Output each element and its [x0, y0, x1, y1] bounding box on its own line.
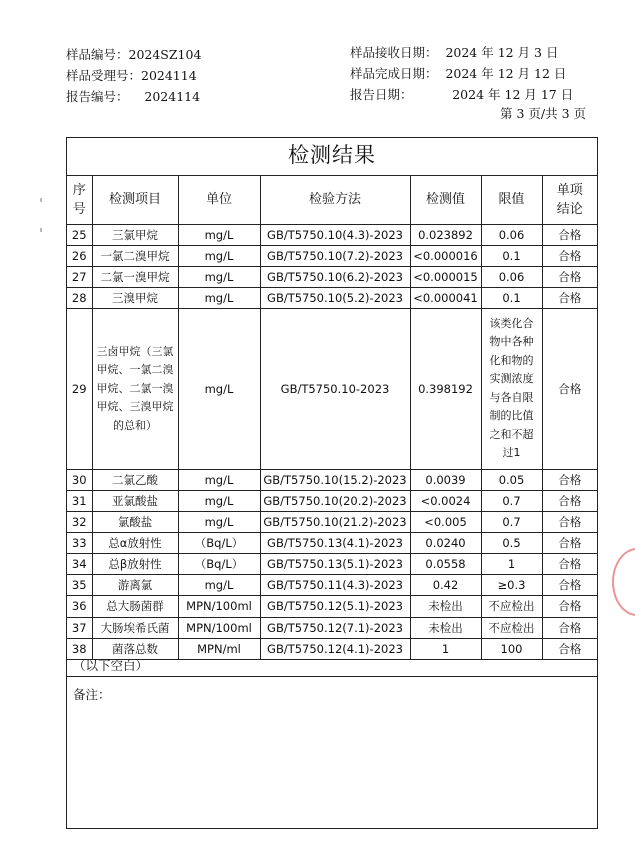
cell-no: 37	[67, 617, 92, 638]
table-row	[67, 490, 597, 511]
cell-result: 合格	[542, 490, 597, 511]
cell-unit: MPN/100ml	[178, 596, 260, 617]
cell-value: 0.398192	[410, 308, 481, 469]
cell-limit: 0.7	[481, 490, 542, 511]
cell-limit: 0.1	[481, 245, 542, 266]
cell-unit: mg/L	[178, 308, 260, 469]
cell-item: 总β放射性	[92, 554, 178, 575]
scan-mark	[40, 228, 42, 232]
cell-item: 总α放射性	[92, 533, 178, 554]
cell-no: 28	[67, 287, 92, 308]
col-header-limit: 限值	[481, 176, 542, 224]
cell-item: 菌落总数	[92, 638, 178, 659]
cell-value: 未检出	[410, 617, 481, 638]
cell-limit: 100	[481, 638, 542, 659]
cell-value: 0.42	[410, 575, 481, 596]
cell-unit: （Bq/L）	[178, 554, 260, 575]
cell-item: 总大肠菌群	[92, 596, 178, 617]
cell-no: 25	[67, 224, 92, 245]
receive-date: 样品接收日期： 2024 年 12 月 3 日	[350, 45, 559, 60]
acceptance-number: 样品受理号：2024114	[66, 68, 197, 83]
table-row	[67, 469, 597, 490]
table-row	[67, 617, 597, 638]
cell-method: GB/T5750.10(7.2)-2023	[260, 245, 410, 266]
cell-method: GB/T5750.10(4.3)-2023	[260, 224, 410, 245]
scan-mark	[40, 198, 42, 202]
cell-value: 未检出	[410, 596, 481, 617]
cell-result: 合格	[542, 596, 597, 617]
cell-result: 合格	[542, 512, 597, 533]
table-row	[67, 245, 597, 266]
cell-limit: 不应检出	[481, 617, 542, 638]
cell-method: GB/T5750.10(6.2)-2023	[260, 266, 410, 287]
cell-limit: 0.06	[481, 266, 542, 287]
report-date: 报告日期： 2024 年 12 月 17 日	[350, 87, 574, 102]
cell-result: 合格	[542, 224, 597, 245]
cell-value: 0.0039	[410, 469, 481, 490]
cell-limit: 0.05	[481, 469, 542, 490]
results-grid	[67, 176, 597, 660]
cell-item: 二氯乙酸	[92, 469, 178, 490]
cell-limit: 1	[481, 554, 542, 575]
table-title: 检测结果	[67, 138, 597, 176]
cell-result: 合格	[542, 245, 597, 266]
cell-item: 二氯一溴甲烷	[92, 266, 178, 287]
cell-result: 合格	[542, 469, 597, 490]
cell-method: GB/T5750.12(4.1)-2023	[260, 638, 410, 659]
cell-unit: mg/L	[178, 469, 260, 490]
table-row	[67, 266, 597, 287]
cell-limit: 0.06	[481, 224, 542, 245]
seal-stamp	[612, 548, 635, 616]
cell-no: 35	[67, 575, 92, 596]
cell-unit: MPN/100ml	[178, 617, 260, 638]
cell-unit: mg/L	[178, 287, 260, 308]
cell-result: 合格	[542, 533, 597, 554]
cell-no: 36	[67, 596, 92, 617]
cell-value: 0.0240	[410, 533, 481, 554]
sample-number: 样品编号：2024SZ104	[66, 47, 202, 62]
remark-section	[67, 676, 597, 828]
cell-no: 34	[67, 554, 92, 575]
cell-no: 31	[67, 490, 92, 511]
col-header-item: 检测项目	[92, 176, 178, 224]
cell-limit: 0.5	[481, 533, 542, 554]
cell-method: GB/T5750.10-2023	[260, 308, 410, 469]
cell-no: 27	[67, 266, 92, 287]
cell-value: <0.005	[410, 512, 481, 533]
col-header-result: 单项 结论	[542, 176, 597, 224]
cell-item: 三溴甲烷	[92, 287, 178, 308]
col-header-no: 序 号	[67, 176, 92, 224]
cell-limit: ≥0.3	[481, 575, 542, 596]
cell-no: 38	[67, 638, 92, 659]
table-row	[67, 533, 597, 554]
cell-item: 一氯二溴甲烷	[92, 245, 178, 266]
cell-unit: mg/L	[178, 224, 260, 245]
cell-method: GB/T5750.10(5.2)-2023	[260, 287, 410, 308]
cell-method: GB/T5750.10(15.2)-2023	[260, 469, 410, 490]
cell-method: GB/T5750.12(7.1)-2023	[260, 617, 410, 638]
cell-no: 33	[67, 533, 92, 554]
cell-value: <0.0024	[410, 490, 481, 511]
blank-below-note: （以下空白）	[73, 658, 149, 673]
cell-item: 三氯甲烷	[92, 224, 178, 245]
remark-label: 备注：	[73, 687, 111, 702]
cell-no: 26	[67, 245, 92, 266]
cell-item: 氯酸盐	[92, 512, 178, 533]
report-number: 报告编号： 2024114	[66, 89, 201, 104]
table-row	[67, 596, 597, 617]
cell-no: 29	[67, 308, 92, 469]
page-number: 第 3 页/共 3 页	[500, 106, 587, 121]
cell-item: 三卤甲烷（三氯甲烷、一氯二溴甲烷、二氯一溴甲烷、三溴甲烷的总和）	[92, 308, 178, 469]
cell-unit: mg/L	[178, 266, 260, 287]
cell-item: 游离氯	[92, 575, 178, 596]
cell-value: 1	[410, 638, 481, 659]
cell-method: GB/T5750.13(5.1)-2023	[260, 554, 410, 575]
cell-method: GB/T5750.12(5.1)-2023	[260, 596, 410, 617]
col-header-unit: 单位	[178, 176, 260, 224]
table-row	[67, 512, 597, 533]
complete-date: 样品完成日期： 2024 年 12 月 12 日	[350, 66, 567, 81]
cell-no: 30	[67, 469, 92, 490]
cell-result: 合格	[542, 617, 597, 638]
cell-unit: mg/L	[178, 512, 260, 533]
cell-unit: mg/L	[178, 490, 260, 511]
cell-result: 合格	[542, 638, 597, 659]
cell-unit: mg/L	[178, 245, 260, 266]
cell-limit: 0.1	[481, 287, 542, 308]
cell-limit: 不应检出	[481, 596, 542, 617]
table-row	[67, 224, 597, 245]
cell-limit: 该类化合物中各种化和物的实测浓度与各自限制的比值之和不超过1	[481, 308, 542, 469]
cell-method: GB/T5750.13(4.1)-2023	[260, 533, 410, 554]
header-row	[67, 176, 597, 224]
cell-limit: 0.7	[481, 512, 542, 533]
cell-value: <0.000015	[410, 266, 481, 287]
cell-unit: MPN/ml	[178, 638, 260, 659]
cell-result: 合格	[542, 287, 597, 308]
cell-no: 32	[67, 512, 92, 533]
table-row	[67, 575, 597, 596]
cell-result: 合格	[542, 554, 597, 575]
cell-item: 亚氯酸盐	[92, 490, 178, 511]
col-header-method: 检验方法	[260, 176, 410, 224]
table-row	[67, 308, 597, 469]
cell-value: 0.0558	[410, 554, 481, 575]
col-header-value: 检测值	[410, 176, 481, 224]
cell-unit: mg/L	[178, 575, 260, 596]
cell-method: GB/T5750.10(21.2)-2023	[260, 512, 410, 533]
cell-value: 0.023892	[410, 224, 481, 245]
table-row	[67, 287, 597, 308]
cell-method: GB/T5750.11(4.3)-2023	[260, 575, 410, 596]
table-row	[67, 554, 597, 575]
cell-result: 合格	[542, 266, 597, 287]
cell-item: 大肠埃希氏菌	[92, 617, 178, 638]
cell-result: 合格	[542, 575, 597, 596]
results-table	[66, 137, 598, 829]
cell-result: 合格	[542, 308, 597, 469]
cell-value: <0.000041	[410, 287, 481, 308]
cell-method: GB/T5750.10(20.2)-2023	[260, 490, 410, 511]
cell-unit: （Bq/L）	[178, 533, 260, 554]
cell-value: <0.000016	[410, 245, 481, 266]
